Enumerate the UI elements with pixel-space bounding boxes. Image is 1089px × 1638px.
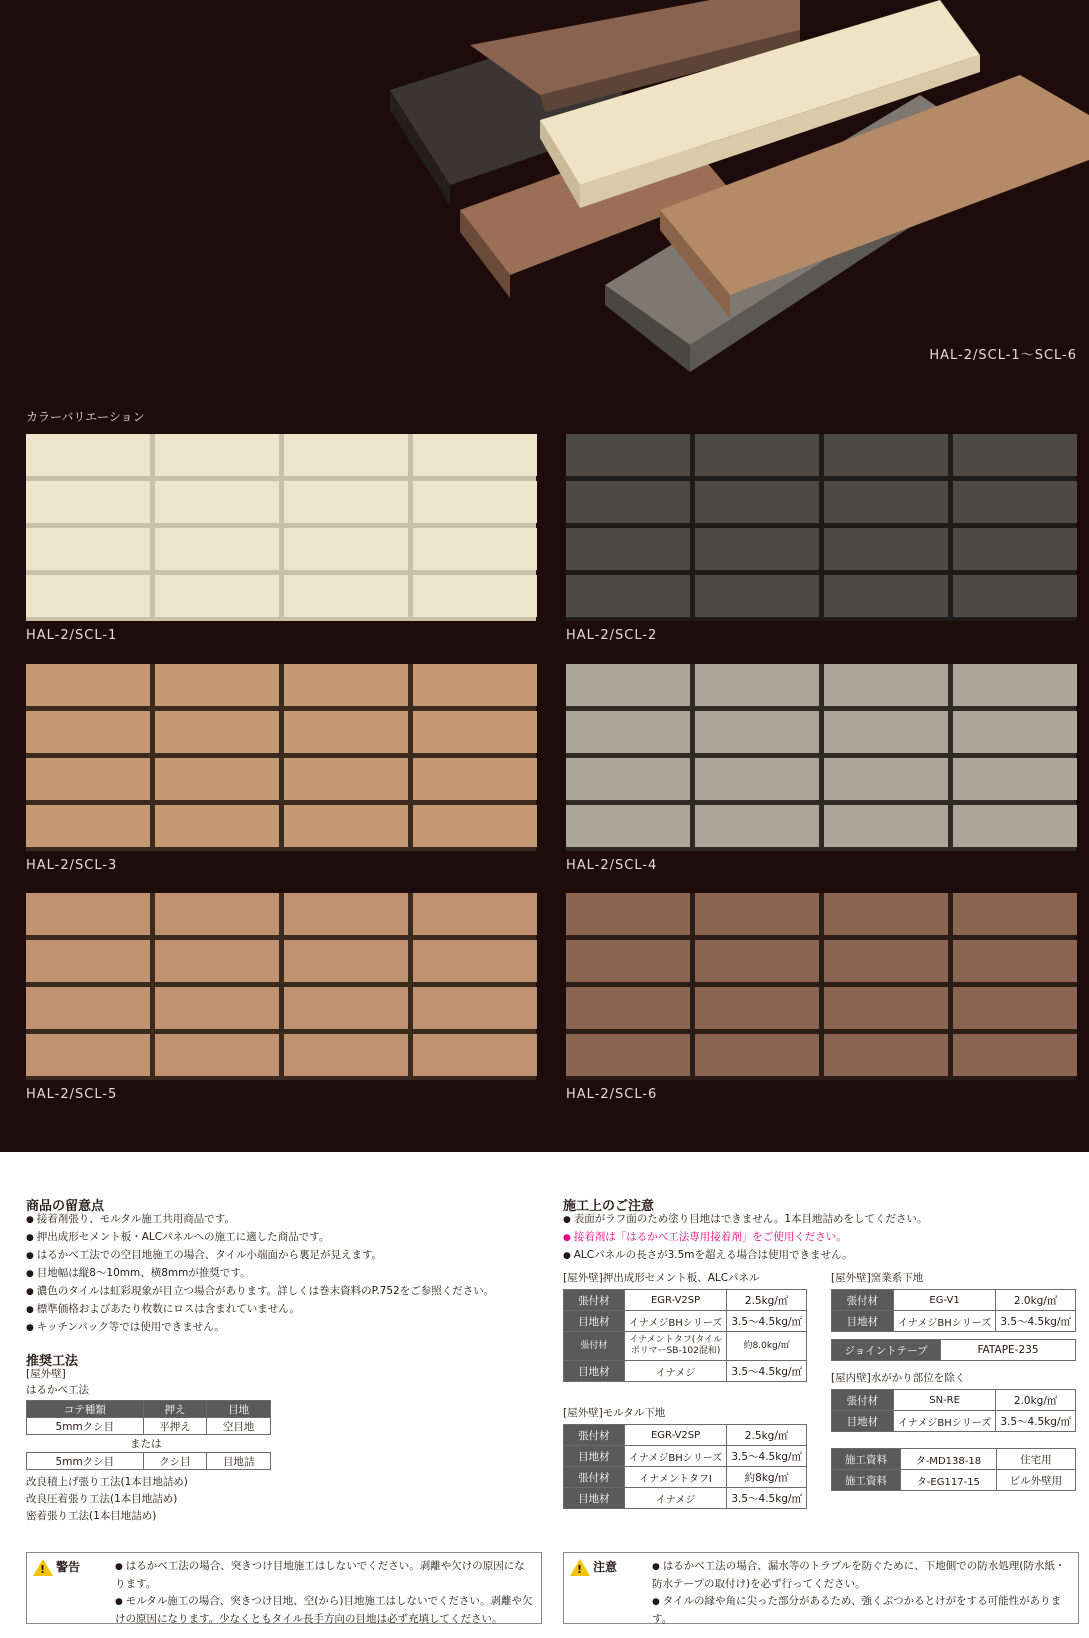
brick: [284, 940, 408, 982]
brick: [824, 987, 948, 1029]
other-method-1: 改良積上げ張り工法(1本目地詰め): [26, 1476, 188, 1488]
spec-table-indoor: [831, 1389, 1076, 1432]
brick: [26, 940, 150, 982]
table-row: [564, 1361, 807, 1382]
brick: [695, 987, 819, 1029]
brick: [566, 940, 690, 982]
brick: [566, 575, 690, 617]
amount-cell: 3.5〜4.5kg/㎡: [996, 1311, 1076, 1332]
brick: [26, 893, 150, 935]
tile-stack-photo: [380, 0, 1089, 400]
amount-cell: 3.5〜4.5kg/㎡: [727, 1361, 807, 1382]
product-cell: SN-RE: [893, 1390, 995, 1411]
amount-cell: 2.5kg/㎡: [727, 1425, 807, 1446]
cell-press: 平押え: [143, 1418, 207, 1435]
color-swatch: [26, 664, 536, 851]
table1-title: [屋外壁]押出成形セメント板、ALCパネル: [563, 1272, 760, 1284]
product-cell: イナメジBHシリーズ: [624, 1446, 726, 1467]
brick: [824, 711, 948, 753]
product-cell: イナメジBHシリーズ: [893, 1411, 995, 1432]
table-row: [832, 1290, 1076, 1311]
brick: [413, 940, 537, 982]
row-label: 張付材: [832, 1290, 894, 1311]
brick: [824, 805, 948, 847]
table-row: [832, 1470, 1076, 1491]
brick: [413, 893, 537, 935]
warning-box: [26, 1552, 542, 1624]
product-cell: イナメジBHシリーズ: [893, 1311, 995, 1332]
brick: [566, 434, 690, 476]
brick: [413, 758, 537, 800]
table-row: [564, 1467, 807, 1488]
brick: [953, 758, 1077, 800]
brick: [413, 805, 537, 847]
construction-notes-list: [563, 1211, 1083, 1265]
color-swatch: [566, 664, 1076, 851]
brick: [824, 434, 948, 476]
brick: [953, 575, 1077, 617]
brick: [155, 893, 279, 935]
brick: [26, 528, 150, 570]
list-item: ● 接着剤張り、モルタル施工共用商品です。: [26, 1211, 546, 1229]
brick: [284, 481, 408, 523]
header-press: 押え: [143, 1401, 207, 1418]
row-label: 目地材: [564, 1311, 625, 1332]
list-item: ● 表面がラフ面のため塗り目地はできません。1本目地詰めをしてください。: [563, 1211, 1083, 1229]
brick: [824, 575, 948, 617]
amount-cell: 3.5〜4.5kg/㎡: [727, 1446, 807, 1467]
list-item: ● 標準価格およびあたり枚数にロスは含まれていません。: [26, 1301, 546, 1319]
amount-cell: 約8kg/㎡: [727, 1467, 807, 1488]
table4-title: [屋内壁]水がかり部位を除く: [831, 1372, 966, 1384]
brick: [26, 805, 150, 847]
product-cell: イナメジBHシリーズ: [624, 1311, 726, 1332]
table-row: [564, 1446, 807, 1467]
swatch-label: HAL-2/SCL-4: [566, 858, 658, 873]
spec-table-cement-alc: [563, 1289, 807, 1382]
brick: [566, 758, 690, 800]
row-label: 張付材: [564, 1425, 625, 1446]
brick: [953, 1034, 1077, 1076]
brick: [284, 434, 408, 476]
swatch-label: HAL-2/SCL-3: [26, 858, 118, 873]
brick: [695, 805, 819, 847]
color-swatch: [566, 434, 1076, 621]
brick: [26, 758, 150, 800]
color-swatch: [26, 434, 536, 621]
brick: [413, 1034, 537, 1076]
row-label: 目地材: [564, 1361, 625, 1382]
other-method-3: 密着張り工法(1本目地詰め): [26, 1510, 157, 1522]
header-joint: 目地: [207, 1401, 271, 1418]
brick: [953, 481, 1077, 523]
method-table-2: [26, 1452, 271, 1470]
brick: [953, 664, 1077, 706]
brick: [284, 575, 408, 617]
brick: [953, 434, 1077, 476]
brick: [413, 711, 537, 753]
list-item: ● 濃色のタイルは虹彩現象が目立つ場合があります。詳しくは巻末資料のP.752をご参照ください。: [26, 1283, 546, 1301]
recommended-method-name: はるかべ工法: [26, 1384, 89, 1396]
swatch-label: HAL-2/SCL-5: [26, 1087, 118, 1102]
spec-table-ceramic-base: [831, 1289, 1076, 1332]
product-cell: イナメントタフ(タイルポリマーSB-102混和): [624, 1332, 726, 1361]
warning-list: [115, 1558, 533, 1628]
brick: [413, 528, 537, 570]
brick: [824, 893, 948, 935]
list-item: ● はるかべ工法の場合、漏水等のトラブルを防ぐために、下地側での防水処理(防水紙・防水テープの取付け)を必ず行ってください。: [652, 1558, 1070, 1593]
brick: [566, 1034, 690, 1076]
amount-cell: 2.0kg/㎡: [996, 1290, 1076, 1311]
brick: [155, 940, 279, 982]
list-item: ● 押出成形セメント板・ALCパネルへの施工に適した商品です。: [26, 1229, 546, 1247]
construction-docs-table: [831, 1448, 1076, 1491]
brick: [155, 528, 279, 570]
row-label: 張付材: [564, 1290, 625, 1311]
brick: [155, 758, 279, 800]
amount-cell: 2.0kg/㎡: [996, 1390, 1076, 1411]
cell-press: クシ目: [143, 1453, 207, 1470]
brick: [155, 434, 279, 476]
brick: [413, 664, 537, 706]
list-item: ● モルタル施工の場合、突きつけ目地、空(から)目地施工はしないでください。剥離や欠けの原因になります。少なくともタイル長手方向の目地は必ず充填してください。: [115, 1593, 533, 1628]
brick: [155, 664, 279, 706]
product-cell: EGR-V2SP: [624, 1425, 726, 1446]
brick: [155, 987, 279, 1029]
row-label: 施工資料: [832, 1449, 901, 1470]
brick: [26, 711, 150, 753]
caution-icon: [570, 1559, 590, 1576]
list-item: ● ALCパネルの長さが3.5mを超える場合は使用できません。: [563, 1247, 1083, 1265]
table-row: [564, 1425, 807, 1446]
product-notes-list: [26, 1211, 546, 1337]
product-notes-title: 商品の留意点: [26, 1199, 105, 1214]
brick: [695, 758, 819, 800]
brick: [413, 575, 537, 617]
brick: [155, 805, 279, 847]
brick: [695, 481, 819, 523]
brick: [695, 893, 819, 935]
table-row: [832, 1311, 1076, 1332]
brick: [284, 893, 408, 935]
color-swatch: [566, 893, 1076, 1080]
spec-table-mortar: [563, 1424, 807, 1509]
brick: [824, 758, 948, 800]
brick: [953, 940, 1077, 982]
amount-cell: 住宅用: [996, 1449, 1075, 1470]
recommended-method-title: 推奨工法: [26, 1354, 79, 1369]
brick: [566, 481, 690, 523]
header-trowel: コテ種類: [27, 1401, 144, 1418]
brick: [695, 711, 819, 753]
brick: [953, 528, 1077, 570]
product-cell: イナメントタフⅠ: [624, 1467, 726, 1488]
cell-joint: 目地詰: [207, 1453, 271, 1470]
brick: [26, 434, 150, 476]
brick: [155, 575, 279, 617]
cell-joint: 空目地: [207, 1418, 271, 1435]
product-cell: タ-MD138-18: [901, 1449, 997, 1470]
row-label: 張付材: [564, 1467, 625, 1488]
brick: [155, 711, 279, 753]
row-label: 施工資料: [832, 1470, 901, 1491]
row-label: 張付材: [564, 1332, 625, 1361]
brick: [284, 987, 408, 1029]
product-cell: イナメジ: [624, 1361, 726, 1382]
amount-cell: 3.5〜4.5kg/㎡: [996, 1411, 1076, 1432]
caution-tag: 注意: [593, 1560, 618, 1574]
list-item: ● タイルの縁や角に尖った部分があるため、強くぶつかるとけがをする可能性があります。: [652, 1593, 1070, 1628]
hero-caption: HAL-2/SCL-1〜SCL-6: [929, 348, 1077, 363]
brick: [824, 1034, 948, 1076]
color-swatch: [26, 893, 536, 1080]
amount-cell: 約8.0kg/㎡: [727, 1332, 807, 1361]
product-cell: イナメジ: [624, 1488, 726, 1509]
list-item: ● はるかべ工法の場合、突きつけ目地施工はしないでください。剥離や欠けの原因になります。: [115, 1558, 533, 1593]
list-item: ● 接着剤は「はるかべ工法専用接着剤」をご使用ください。: [563, 1229, 1083, 1247]
amount-cell: ビル外壁用: [996, 1470, 1075, 1491]
swatch-label: HAL-2/SCL-1: [26, 628, 118, 643]
brick: [413, 434, 537, 476]
warning-tag: 警告: [56, 1560, 81, 1574]
row-label: 目地材: [832, 1311, 894, 1332]
brick: [284, 805, 408, 847]
brick: [695, 1034, 819, 1076]
brick: [695, 434, 819, 476]
brick: [26, 481, 150, 523]
row-label: 目地材: [832, 1411, 894, 1432]
joint-tape-value: FATAPE-235: [941, 1340, 1076, 1361]
construction-title: 施工上のご注意: [563, 1199, 655, 1214]
brick: [953, 893, 1077, 935]
amount-cell: 2.5kg/㎡: [727, 1290, 807, 1311]
brick: [284, 664, 408, 706]
joint-tape-label: ジョイントテープ: [832, 1340, 941, 1361]
brick: [695, 575, 819, 617]
brick: [566, 528, 690, 570]
brick: [695, 940, 819, 982]
row-label: 張付材: [832, 1390, 894, 1411]
brick: [284, 528, 408, 570]
brick: [26, 664, 150, 706]
brick: [566, 664, 690, 706]
brick: [824, 481, 948, 523]
brick: [566, 805, 690, 847]
list-item: ● はるかべ工法での空目地施工の場合、タイル小端面から裏足が見えます。: [26, 1247, 546, 1265]
brick: [284, 711, 408, 753]
table2-title: [屋外壁]モルタル下地: [563, 1407, 666, 1419]
other-method-2: 改良圧着張り工法(1本目地詰め): [26, 1493, 178, 1505]
table-row: [832, 1411, 1076, 1432]
table-row: [564, 1290, 807, 1311]
color-variation-title: カラーバリエーション: [26, 410, 145, 424]
brick: [566, 711, 690, 753]
joint-tape-table: [831, 1339, 1076, 1361]
brick: [284, 1034, 408, 1076]
brick: [695, 664, 819, 706]
table-row: [564, 1332, 807, 1361]
brick: [953, 711, 1077, 753]
brick: [566, 893, 690, 935]
row-label: 目地材: [564, 1446, 625, 1467]
caution-list: [652, 1558, 1070, 1628]
caution-box: [563, 1552, 1079, 1624]
table-row: [832, 1449, 1076, 1470]
table-row: [564, 1488, 807, 1509]
brick: [824, 940, 948, 982]
brick: [824, 528, 948, 570]
brick: [566, 987, 690, 1029]
product-cell: EG-V1: [893, 1290, 995, 1311]
brick: [26, 575, 150, 617]
list-item: ● キッチンパック等では使用できません。: [26, 1319, 546, 1337]
method-table-1: [26, 1400, 271, 1435]
brick: [953, 805, 1077, 847]
cell-trowel: 5mmクシ目: [27, 1418, 144, 1435]
brick: [695, 528, 819, 570]
brick: [155, 481, 279, 523]
cell-trowel: 5mmクシ目: [27, 1453, 144, 1470]
brick: [26, 987, 150, 1029]
warning-icon: [33, 1559, 53, 1576]
table3-title: [屋外壁]窯業系下地: [831, 1272, 924, 1284]
brick: [284, 758, 408, 800]
amount-cell: 3.5〜4.5kg/㎡: [727, 1488, 807, 1509]
brick: [824, 664, 948, 706]
list-item: ● 目地幅は縦8〜10mm、横8mmが推奨です。: [26, 1265, 546, 1283]
swatch-label: HAL-2/SCL-6: [566, 1087, 658, 1102]
amount-cell: 3.5〜4.5kg/㎡: [727, 1311, 807, 1332]
recommended-wall: [屋外壁]: [26, 1368, 66, 1380]
or-label: または: [130, 1438, 162, 1450]
brick: [413, 987, 537, 1029]
product-cell: タ-EG117-15: [901, 1470, 997, 1491]
brick: [26, 1034, 150, 1076]
table-row: [832, 1390, 1076, 1411]
row-label: 目地材: [564, 1488, 625, 1509]
brick: [953, 987, 1077, 1029]
table-row: [564, 1311, 807, 1332]
swatch-label: HAL-2/SCL-2: [566, 628, 658, 643]
product-cell: EGR-V2SP: [624, 1290, 726, 1311]
brick: [413, 481, 537, 523]
brick: [155, 1034, 279, 1076]
